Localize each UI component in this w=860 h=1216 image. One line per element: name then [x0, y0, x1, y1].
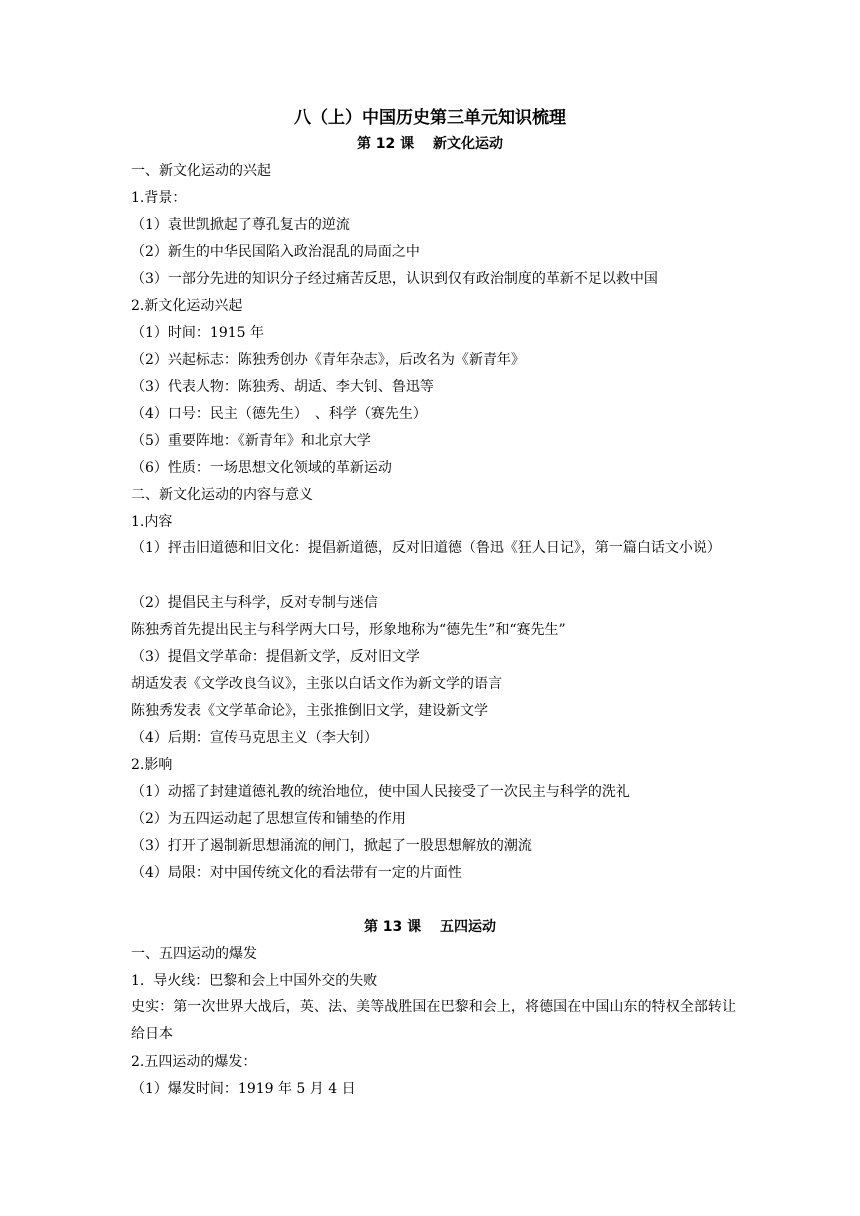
text-line: （5）重要阵地：《新青年》和北京大学 — [131, 433, 371, 449]
subsection-heading: 1.内容 — [131, 514, 173, 530]
subsection-heading: 1. 导火线：巴黎和会上中国外交的失败 — [131, 973, 378, 989]
subsection-heading: 2.五四运动的爆发： — [131, 1054, 257, 1070]
text-line: （4）口号：民主（德先生） 、科学（赛先生） — [131, 406, 427, 422]
text-line: （2）提倡民主与科学，反对专制与迷信 — [131, 595, 378, 611]
text-line: （1）动摇了封建道德礼教的统治地位，使中国人民接受了一次民主与科学的洗礼 — [131, 784, 630, 800]
text-line: （4）后期：宣传马克思主义（李大钊） — [131, 730, 378, 746]
text-line: （6）性质：一场思想文化领域的革新运动 — [131, 460, 392, 476]
text-line: （3）代表人物：陈独秀、胡适、李大钊、鲁迅等 — [131, 379, 434, 395]
section-heading: 二、新文化运动的内容与意义 — [131, 487, 313, 503]
text-line: （2）新生的中华民国陷入政治混乱的局面之中 — [131, 244, 420, 260]
text-line: （2）兴起标志：陈独秀创办《青年杂志》，后改名为《新青年》 — [131, 352, 525, 368]
subsection-heading: 1.背景： — [131, 190, 187, 206]
text-line: （4）局限：对中国传统文化的看法带有一定的片面性 — [131, 865, 462, 881]
text-line: （3）一部分先进的知识分子经过痛苦反思，认识到仅有政治制度的革新不足以救中国 — [131, 271, 658, 287]
text-line: （1）爆发时间：1919 年 5 月 4 日 — [131, 1081, 356, 1097]
text-line: 胡适发表《文学改良刍议》，主张以白话文作为新文学的语言 — [131, 676, 502, 692]
text-line: 史实：第一次世界大战后，英、法、美等战胜国在巴黎和会上，将德国在中国山东的特权全部转让给日本 — [131, 999, 736, 1042]
section-heading: 一、五四运动的爆发 — [131, 946, 257, 962]
section-heading: 一、新文化运动的兴起 — [131, 163, 271, 179]
text-line: （2）为五四运动起了思想宣传和铺垫的作用 — [131, 811, 406, 827]
text-line: 陈独秀发表《文学革命论》，主张推倒旧文学，建设新文学 — [131, 703, 488, 719]
lesson-13-heading: 第 13 课 五四运动 — [363, 919, 497, 935]
text-line: （3）打开了遏制新思想涌流的闸门，掀起了一股思想解放的潮流 — [131, 838, 532, 854]
text-line: （1）抨击旧道德和旧文化：提倡新道德，反对旧道德（鲁迅《狂人日记》，第一篇白话文小说） — [131, 540, 721, 556]
text-line: （3）提倡文学革命：提倡新文学，反对旧文学 — [131, 649, 420, 665]
text-line: 陈独秀首先提出民主与科学两大口号，形象地称为“德先生”和“赛先生” — [131, 622, 566, 638]
text-line: （1）袁世凯掀起了尊孔复古的逆流 — [131, 217, 350, 233]
lesson-12-heading: 第 12 课 新文化运动 — [356, 136, 504, 152]
document-title: 八（上）中国历史第三单元知识梳理 — [294, 108, 566, 128]
subsection-heading: 2.影响 — [131, 757, 173, 773]
text-line: （1）时间：1915 年 — [131, 325, 264, 341]
subsection-heading: 2.新文化运动兴起 — [131, 298, 243, 314]
